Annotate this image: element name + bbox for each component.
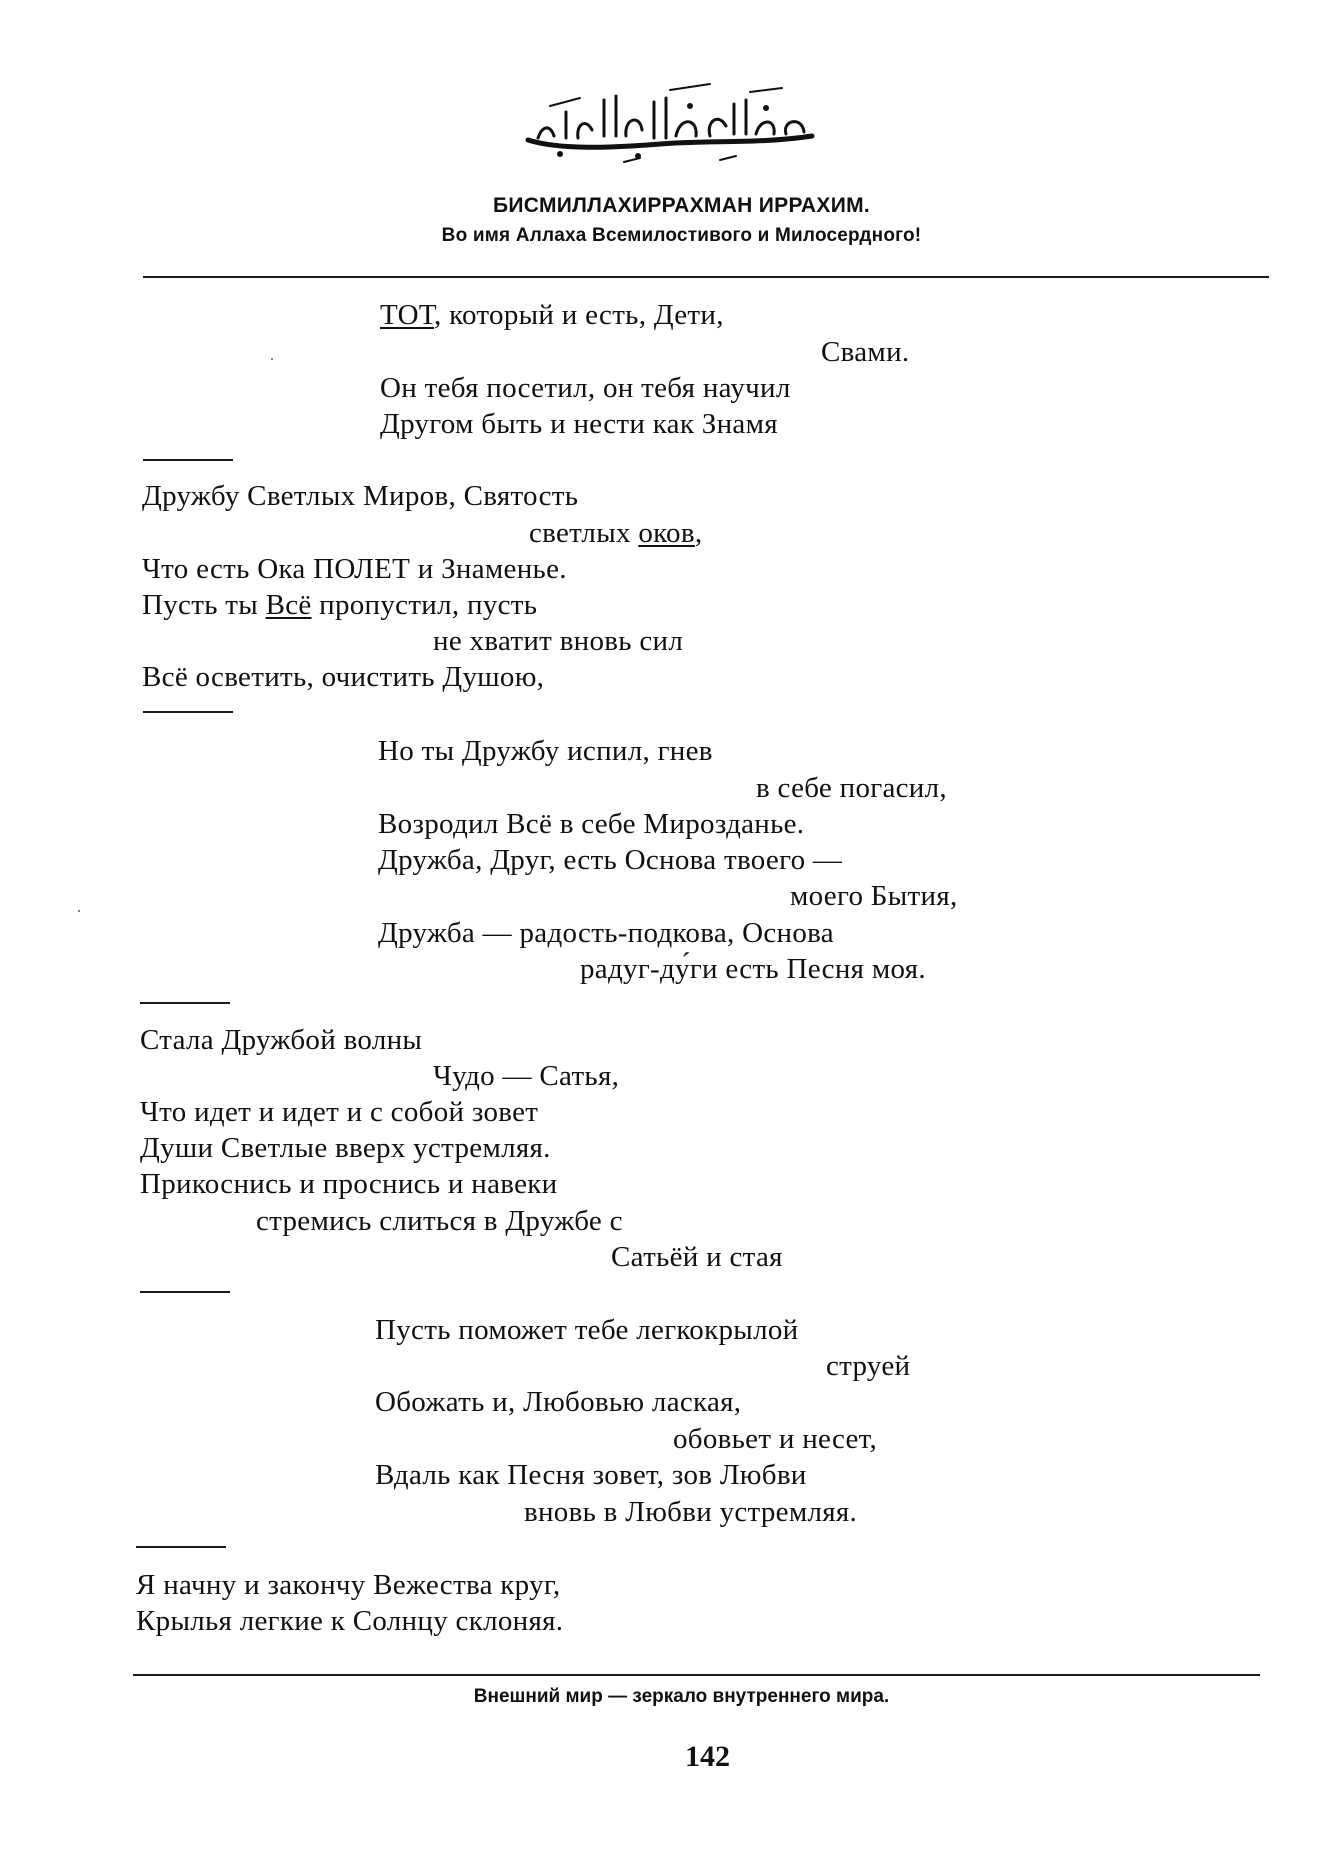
verse-line: вновь в Любви устремляя. bbox=[524, 1496, 858, 1528]
stanza-separator bbox=[143, 459, 233, 461]
verse-line: обовьет и несет, bbox=[673, 1423, 877, 1455]
header-rule bbox=[143, 276, 1269, 278]
header-subtitle: Во имя Аллаха Всемилостивого и Милосердного! bbox=[441, 225, 922, 246]
verse-line: Дружбу Светлых Миров, Святость bbox=[142, 480, 579, 512]
verse-line: Он тебя посетил, он тебя научил bbox=[380, 372, 791, 404]
underlined-word: оков bbox=[638, 517, 695, 549]
verse-line: Дружба, Друг, есть Основа твоего — bbox=[378, 844, 843, 876]
verse-line: Вдаль как Песня зовет, зов Любви bbox=[375, 1459, 807, 1491]
stanza-separator bbox=[136, 1546, 226, 1548]
verse-line: не хватит вновь сил bbox=[433, 625, 684, 657]
verse-line bbox=[380, 297, 724, 333]
stanza-separator bbox=[143, 711, 233, 713]
verse-line bbox=[142, 587, 537, 623]
verse-line: Сатьёй и стая bbox=[611, 1241, 783, 1273]
verse-line: Стала Дружбой волны bbox=[140, 1024, 423, 1056]
scan-speck bbox=[271, 358, 273, 360]
verse-line: Свами. bbox=[821, 336, 910, 368]
verse-line: Обожать и, Любовью лаская, bbox=[375, 1386, 742, 1418]
verse-line: в себе погасил, bbox=[756, 772, 947, 804]
verse-line: стремись слиться в Дружбе с bbox=[256, 1205, 623, 1237]
footer-rule bbox=[133, 1674, 1260, 1676]
scan-speck bbox=[78, 910, 80, 912]
verse-line: Прикоснись и проснись и навеки bbox=[140, 1168, 558, 1200]
header-title: БИСМИЛЛАХИРРАХМАН ИРРАХИМ. bbox=[492, 194, 871, 217]
verse-line: Я начну и закончу Вежества круг, bbox=[136, 1569, 561, 1601]
stanza-separator bbox=[140, 1291, 230, 1293]
verse-line: Возродил Всё в себе Мирозданье. bbox=[378, 808, 805, 840]
verse-line: моего Бытия, bbox=[790, 880, 958, 912]
verse-line: Что идет и идет и с собой зовет bbox=[140, 1096, 539, 1128]
verse-line: Всё осветить, очистить Душою, bbox=[142, 661, 545, 693]
verse-text: пропустил, пусть bbox=[311, 589, 538, 621]
verse-line: струей bbox=[826, 1350, 911, 1382]
page-number: 142 bbox=[685, 1740, 730, 1773]
underlined-word: Всё bbox=[265, 589, 312, 621]
verse-line: Другом быть и нести как Знамя bbox=[380, 408, 778, 440]
verse-text: Пусть ты bbox=[142, 589, 266, 621]
verse-line: радуг-ду́ги есть Песня моя. bbox=[580, 953, 926, 985]
verse-line: Души Светлые вверх устремляя. bbox=[140, 1132, 551, 1164]
verse-text: , bbox=[694, 517, 703, 549]
verse-line: Пусть поможет тебе легкокрылой bbox=[375, 1314, 799, 1346]
verse-line: Крылья легкие к Солнцу склоняя. bbox=[136, 1605, 564, 1637]
verse-text: светлых bbox=[529, 517, 639, 549]
bismillah-calligraphy bbox=[520, 78, 820, 168]
verse-line: Что есть Ока ПОЛЕТ и Знаменье. bbox=[142, 553, 567, 585]
verse-line: Но ты Дружбу испил, гнев bbox=[378, 735, 713, 767]
verse-line: Чудо — Сатья, bbox=[433, 1060, 620, 1092]
verse-text: , который и есть, Дети, bbox=[434, 299, 724, 331]
verse-line bbox=[529, 515, 702, 551]
footer-motto: Внешний мир — зеркало внутреннего мира. bbox=[473, 1686, 890, 1707]
verse-line: Дружба — радость-подкова, Основа bbox=[378, 917, 834, 949]
underlined-word: ТОТ bbox=[380, 299, 434, 331]
stanza-separator bbox=[140, 1002, 230, 1004]
